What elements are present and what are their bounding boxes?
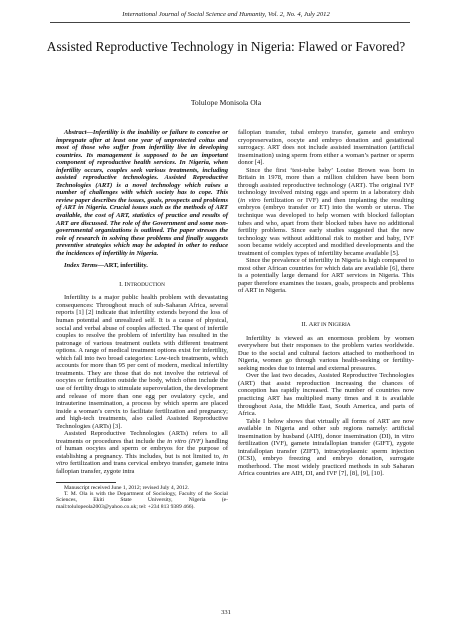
body-paragraph: Since the prevalence of infertility in Nigeria is high compared to most other African countries for which data are available [6], there is a potentially large demand for ART services in Nigeria. This paper therefore examines the issues, goals, prospects and problems of ART in Nigeria. [238,257,414,295]
section-numeral: I. [119,280,123,288]
header-rule [50,22,410,23]
right-column [238,129,414,478]
footnote-received: Manuscript received June 1, 2012; revised July 4, 2012. [64,484,190,491]
body-paragraph: Table I below shows that virtually all forms of ART are now available in Nigeria and other sub regions namely: artificial insemination by husband (AIH), donor insemination (DI), in vitro fertilization (IVF), gamete intrafallopian transfer (GIFT), zygote intrafallopian transfer (ZIFT), intracytoplasmic sperm injection (ICSI), embryo freezing and embryo donation, surrogate motherhood. The most widely practiced methods in sub Saharan Africa countries are AIH, DI, and IVF [7], [8], [9], [10]. [238,417,414,478]
left-column [56,129,228,510]
footnote-affiliation: T. M. Ola is with the Department of Sociology, Faculty of the Social Sciences, Ekiti State University, Nigeria (e-mail:tolulopeola2003@yahoo.co.uk; tel: +234 813 9389 466). [56,490,228,510]
section-heading-art-in-nigeria: II. ART IN NIGERIA [301,321,351,329]
abstract [56,129,228,257]
section-rest: NTRODUCTION [126,281,165,288]
paper-title: Assisted Reproductive Technology in Nigeria: Flawed or Favored? [46,39,406,54]
section-initial: I [124,280,127,288]
body-paragraph: fallopian transfer, tubal embryo transfer, gamete and embryo cryopreservation, oocyte and embryo donation and gestational surrogacy. ART does not include assisted insemination (artificial insemination) using sperm from either a woman’s partner or sperm donor [4]. [238,129,414,167]
index-terms [56,262,228,270]
abstract-text: —Infertility is the inability or failure to conceive or impregnate after at least one year of unprotected coitus and most of those who suffer from infertility live in developing countries. Its management is supposed to be an important component of reproductive health services. In Nigeria, when infertility occurs, couples seek various treatments, including assisted reproductive technologies. Assisted Reproductive Technologies (ART) is a novel technology which raises a number of challenges with which society has to cope. This review paper describes the issues, goals, prospects and problems of ART in Nigeria. Crucial issues such as the methods of ART available, the cost of ART, statistics of practice and results of ART are discussed. The role of the Government and some non-governmental organizations is outlined. The paper stresses the role of research in solving these problems and finally suggests preventive strategies which may be adopted in other to reduce the incidences of infertility in Nigeria. [56,129,228,257]
index-terms-label: Index Terms [64,262,98,270]
body-paragraph: Assisted Reproductive Technologies (ARTs) refers to all treatments or procedures that include the in vitro (IVF) handling of human oocytes and sperm or embryos for the purpose of establishing a pregnancy. This includes, but is not limited to, in vitro fertilization and trans cervical embryo transfer, gamete intra fallopian transfer, zygote intra [56,430,229,475]
abstract-label: Abstract [64,129,87,136]
index-terms-text: —ART, infertility. [97,262,148,270]
journal-header: International Journal of Social Science and Humanity, Vol. 2, No. 4, July 2012 [122,11,330,18]
body-paragraph: Infertility is viewed as an enormous problem by women everywhere but their responses to the problem varies worldwide. Due to the social and cultural factors attached to motherhood in Nigeria, women go through various health-seeking or fertility-seeking modes due to internal and external pressures. [238,334,414,372]
author-name: Tolulope Monisola Ola [190,98,262,107]
page-number: 331 [221,609,231,616]
body-paragraph: Over the last two decades, Assisted Reproductive Technologies (ART) that assist reproduction increasing the chances of conception has rapidly increased. The number of countries now practicing ART has multiplied many times and it is available throughout Asia, the Middle East, South America, and parts of Africa. [238,372,414,418]
section-numeral: II. [301,321,308,329]
body-paragraph: Infertility is a major public health problem with devastating consequences: Throughout much of sub-Saharan Africa, several reports [1] [2] indicate that infertility extends beyond the loss of human potential and unrealized self. It is a cause of physical, social and verbal abuse of couples affected. The quest of infertile couples to resolve the problem of infertility has resulted in the patronage of various treatment outlets with different treatment options. A range of medical treatment options exist for infertility, which fall into two broad categories: Low-tech treatments, which accounts for more than 95 per cent of modern, medical infertility treatments. They are those that do not involve the retrieval of oocytes or fertilization outside the body, which often include the use of fertility drugs to stimulate superovulation, the development and release of more than one egg per ovulatory cycle, and intrauterine insemination, a process by which sperm are placed inside a woman’s cervix to facilitate fertilization and pregnancy; and high-tech treatments, also called Assisted Reproductive Technologies (ARTs) [3]. [56,294,228,430]
footnote-rule [56,482,116,483]
body-paragraph: Since the first ‘test-tube baby’ Louise Brown was born in Britain in 1978, more than a million children have been born through assisted reproductive technology (ART). The original IVF technology involved mixing eggs and sperm in a laboratory dish (in vitro fertilization or IVF) and then implanting the resulting embryos (embryo transfer or ET) into the womb or uterus. The technique was developed to help women with blocked fallopian tubes and who, apart from their blocked tubes have no additional fertility problems. Since early studies suggested that the new technology was without additional risk to mother and baby, IVF soon became widely accepted and modified developments and the treatment of complex types of infertility became available [5]. [238,166,414,257]
section-heading-introduction [56,281,228,290]
